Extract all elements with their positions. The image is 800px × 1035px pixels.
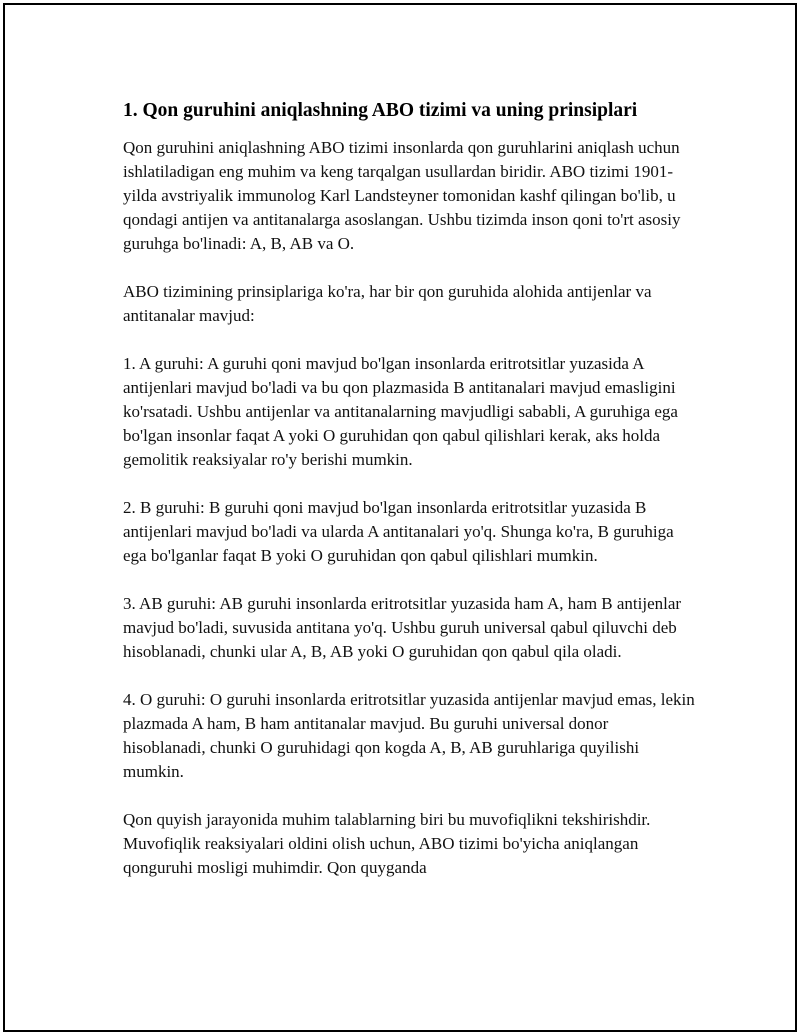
- paragraph-group-a: 1. A guruhi: A guruhi qoni mavjud bo'lgan insonlarda eritrotsitlar yuzasida A antijenlari mavjud bo'ladi va bu qon plazmasida B antitanalari mavjud emasligini ko'rsatadi. Ushbu antijenlar va antitanalarning mavjudligi sababli, A guruhiga ega bo'lgan insonlar faqat A yoki O guruhidan qon qabul qilishlari kerak, aks holda gemolitik reaksiyalar ro'y berishi mumkin.: [123, 354, 678, 469]
- paragraph-group-b: 2. B guruhi: B guruhi qoni mavjud bo'lgan insonlarda eritrotsitlar yuzasida B antijenlari mavjud bo'ladi va ularda A antitanalari yo'q. Shunga ko'ra, B guruhiga ega bo'lganlar faqat B yoki O guruhidan qon qabul qilishlari mumkin.: [123, 498, 674, 565]
- paragraph-principles: ABO tizimining prinsiplariga ko'ra, har bir qon guruhida alohida antijenlar va antitanalar mavjud:: [123, 282, 652, 325]
- paragraph-group-o: 4. O guruhi: O guruhi insonlarda eritrotsitlar yuzasida antijenlar mavjud emas, lekin plazmada A ham, B ham antitanalar mavjud. Bu guruhi universal donor hisoblanadi, chunki O guruhidagi qon kogda A, B, AB guruhlariga quyilishi mumkin.: [123, 690, 695, 781]
- paragraph-group-ab: 3. AB guruhi: AB guruhi insonlarda eritrotsitlar yuzasida ham A, ham B antijenlar mavjud bo'ladi, suvusida antitana yo'q. Ushbu guruh universal qabul qiluvchi deb hisoblanadi, chunki ular A, B, AB yoki O guruhidan qon qabul qila oladi.: [123, 594, 682, 661]
- document-page: [3, 3, 797, 1032]
- paragraph-intro: Qon guruhini aniqlashning ABO tizimi insonlarda qon guruhlarini aniqlash uchun ishlatiladigan eng muhim va keng tarqalgan usullardan biridir. ABO tizimi 1901-yilda avstriyalik immunolog Karl Landsteyner tomonidan kashf qilingan bo'lib, u qondagi antijen va antitanalarga asoslangan. Ushbu tizimda inson qoni to'rt asosiy guruhga bo'linadi: A, B, AB va O.: [123, 138, 681, 253]
- document-title: 1. Qon guruhini aniqlashning ABO tizimi va uning prinsiplari: [123, 100, 638, 121]
- document-body: [123, 97, 695, 904]
- paragraph-compatibility: Qon quyish jarayonida muhim talablarning biri bu muvofiqlikni tekshirishdir. Muvofiqlik reaksiyalari oldini olish uchun, ABO tizimi bo'yicha aniqlangan qonguruhi mosligi muhimdir. Qon quyganda: [123, 810, 651, 877]
